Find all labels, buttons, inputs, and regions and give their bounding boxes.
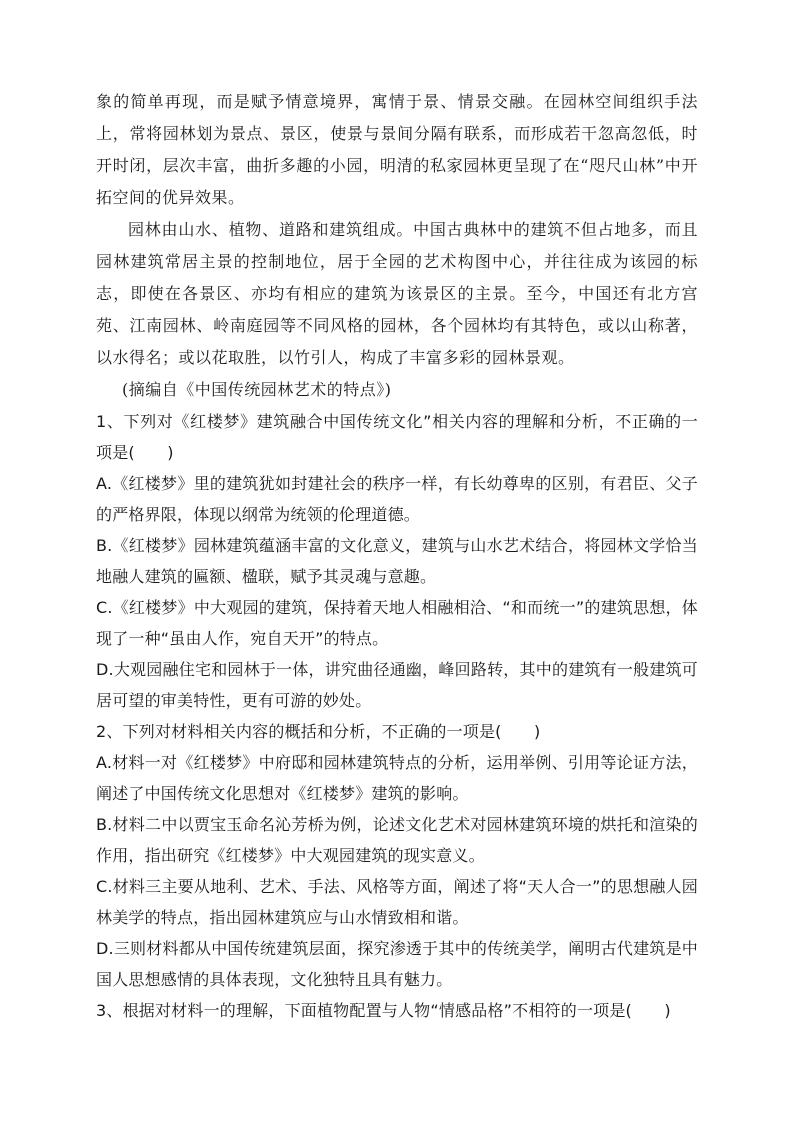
question-2 [96,716,698,995]
passage-paragraph-2: 园林由山水、植物、道路和建筑组成。中国古典林中的建筑不但占地多，而且园林建筑常居主景的控制地位，居于全园的艺术构图中心，并往往成为该园的标志，即使在各景区、亦均有相应的建筑为该景区的主景。至今，中国还有北方宫苑、江南园林、岭南庭园等不同风格的园林，各个园林均有其特色，或以山称著，以水得名；或以花取胜，以竹引人，构成了丰富多彩的园林景观。 [96,220,698,367]
option-d: D.大观园融住宅和园林于一体，讲究曲径通幽，峰回路转，其中的建筑有一般建筑可居可望的审美特性，更有可游的妙处。 [96,660,698,710]
question-stem: 1、下列对《红楼梦》建筑融合中国传统文化”相关内容的理解和分析，不正确的一项是( ) [96,412,698,462]
option-b: B.材料二中以贾宝玉命名沁芳桥为例，论述文化艺术对园林建筑环境的烘托和渲染的作用，指出研究《红楼梦》中大观园建筑的现实意义。 [96,815,698,865]
option-c: C.材料三主要从地利、艺术、手法、风格等方面，阐述了将“天人合一”的思想融人园林美学的特点，指出园林建筑应与山水情致相和谐。 [96,877,698,927]
question-3 [96,995,698,1026]
question-stem: 3、根据对材料一的理解，下面植物配置与人物“情感品格”不相符的一项是( ) [96,1001,671,1020]
option-a: A.《红楼梦》里的建筑犹如封建社会的秩序一样，有长幼尊卑的区别，有君臣、父子的严格界限，体现以纲常为统领的伦理道德。 [96,474,698,524]
question-list [96,406,698,1026]
option-c: C.《红楼梦》中大观园的建筑，保持着天地人相融相洽、“和而统一”的建筑思想，体现了一种“虽由人作，宛自天开”的特点。 [96,598,698,648]
option-d: D.三则材料都从中国传统建筑层面，探究渗透于其中的传统美学，阐明古代建筑是中国人思想感情的具体表现，文化独特且具有魅力。 [96,939,698,989]
option-a: A.材料一对《红楼梦》中府邸和园林建筑特点的分析，运用举例、引用等论证方法，阐述了中国传统文化思想对《红楼梦》建筑的影响。 [96,753,698,803]
option-b: B.《红楼梦》园林建筑蕴涵丰富的文化意义，建筑与山水艺术结合，将园林文学恰当地融人建筑的匾额、楹联，赋予其灵魂与意趣。 [96,536,698,586]
passage-source: (摘编自《中国传统园林艺术的特点》) [122,380,392,399]
reading-passage [96,86,698,406]
question-stem: 2、下列对材料相关内容的概括和分析，不正确的一项是( ) [96,722,541,741]
question-1 [96,406,698,716]
document-page [96,86,698,1026]
passage-paragraph-1: 象的简单再现，而是赋予情意境界，寓情于景、情景交融。在园林空间组织手法上，常将园林划为景点、景区，使景与景间分隔有联系，而形成若干忽高忽低，时开时闭，层次丰富，曲折多趣的小园，明清的私家园林更呈现了在“咫尺山林”中开拓空间的优异效果。 [96,92,698,207]
